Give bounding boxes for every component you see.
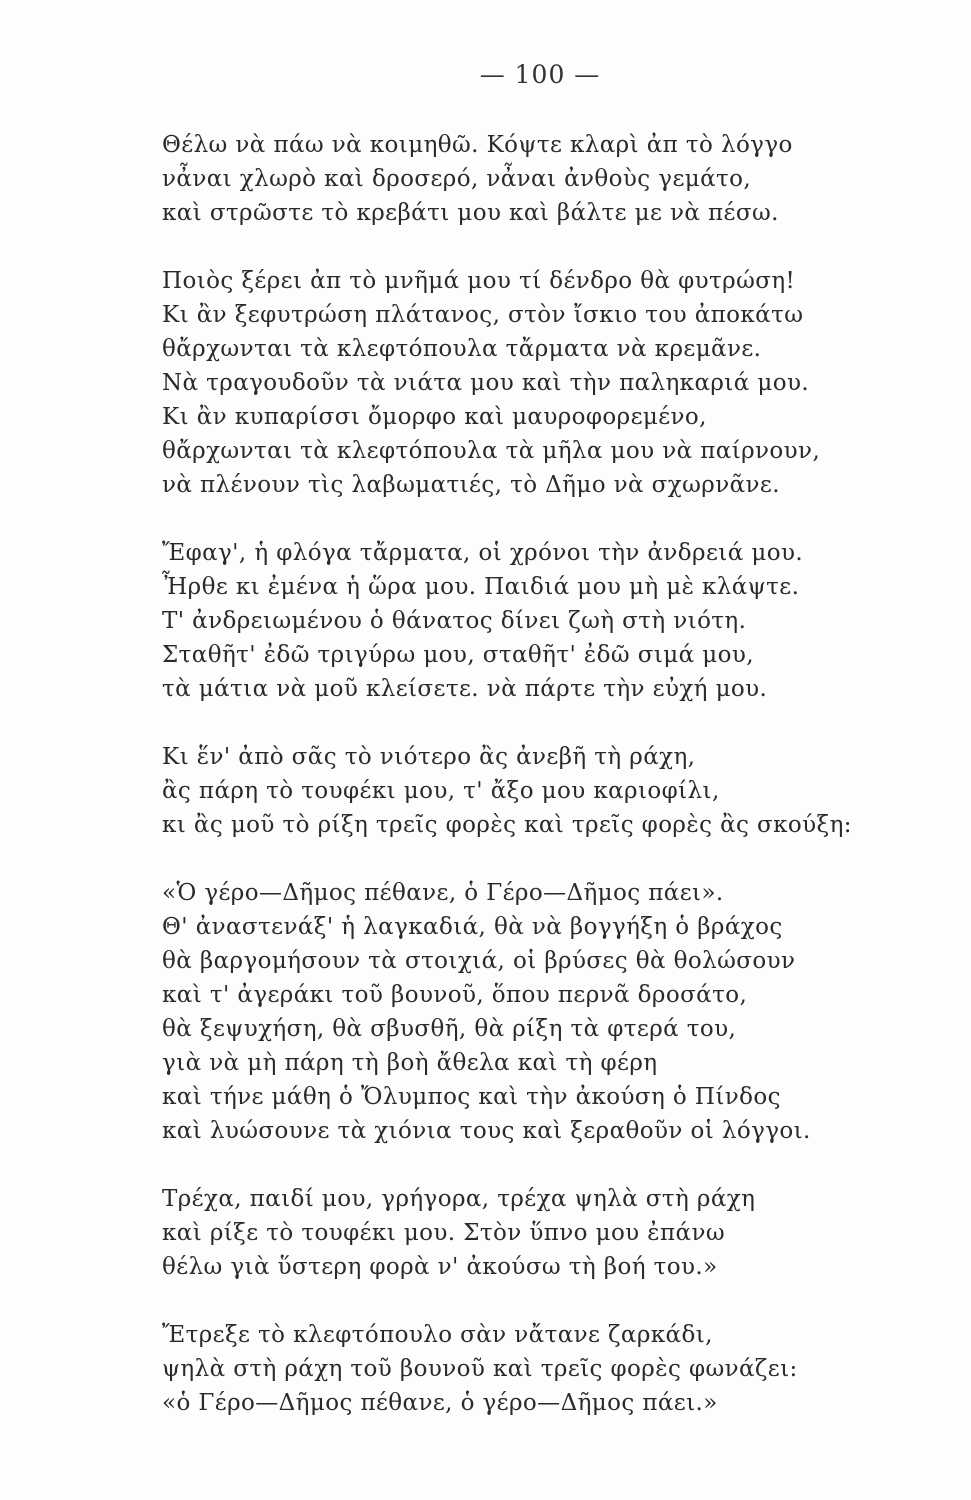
stanza [162, 128, 942, 230]
poem-line: καὶ τήνε μάθη ὁ Ὄλυμπος καὶ τὴν ἀκούση ὁ Πίνδος [162, 1084, 781, 1110]
poem-line: θὰ ξεψυχήση, θὰ σβυσθῆ, θὰ ρίξη τὰ φτερά του, [162, 1016, 737, 1042]
poem-line: ψηλὰ στὴ ράχη τοῦ βουνοῦ καὶ τρεῖς φορὲς φωνάζει: [162, 1356, 798, 1382]
poem-line: Ἦρθε κι ἐμένα ἡ ὥρα μου. Παιδιά μου μὴ μὲ κλάψτε. [162, 574, 800, 600]
poem-body [162, 128, 942, 1420]
poem-line: θὰ βαργομήσουν τὰ στοιχιά, οἱ βρύσες θὰ θολώσουν [162, 948, 796, 974]
poem-line: Κι ἂν κυπαρίσσι ὄμορφο καὶ μαυροφορεμένο, [162, 404, 707, 430]
poem-line: Ἔτρεξε τὸ κλεφτόπουλο σὰν νἄτανε ζαρκάδι, [162, 1322, 713, 1348]
stanza [162, 536, 942, 706]
poem-line: Σταθῆτ' ἐδῶ τριγύρω μου, σταθῆτ' ἐδῶ σιμά μου, [162, 642, 754, 668]
poem-line: καὶ ρίξε τὸ τουφέκι μου. Στὸν ὕπνο μου ἐπάνω [162, 1220, 726, 1246]
poem-line: τὰ μάτια νὰ μοῦ κλείσετε. νὰ πάρτε τὴν εὐχή μου. [162, 676, 768, 702]
poem-line: νἆναι χλωρὸ καὶ δροσερό, νἆναι ἀνθοὺς γεμάτο, [162, 166, 752, 192]
poem-line: Τρέχα, παιδί μου, γρήγορα, τρέχα ψηλὰ στὴ ράχη [162, 1186, 756, 1212]
poem-line: καὶ τ' ἀγεράκι τοῦ βουνοῦ, ὅπου περνᾶ δροσάτο, [162, 982, 748, 1008]
stanza [162, 1182, 942, 1284]
poem-line: Κι ἂν ξεφυτρώση πλάτανος, στὸν ἴσκιο του ἀποκάτω [162, 302, 804, 328]
poem-line: νὰ πλένουν τὶς λαβωματιές, τὸ Δῆμο νὰ σχωρνᾶνε. [162, 472, 780, 498]
poem-line: «ὁ Γέρο—Δῆμος πέθανε, ὁ γέρο—Δῆμος πάει.» [162, 1390, 718, 1416]
poem-line: Νὰ τραγουδοῦν τὰ νιάτα μου καὶ τὴν παληκαριά μου. [162, 370, 810, 396]
page-number: — 100 — [479, 60, 601, 89]
poem-line: Ἔφαγ', ἡ φλόγα τἄρματα, οἱ χρόνοι τὴν ἀνδρειά μου. [162, 540, 804, 566]
poem-line: καὶ λυώσουνε τὰ χιόνια τους καὶ ξεραθοῦν οἱ λόγγοι. [162, 1118, 811, 1144]
poem-line: γιὰ νὰ μὴ πάρη τὴ βοὴ ἄθελα καὶ τὴ φέρη [162, 1050, 658, 1076]
poem-line: «Ὁ γέρο—Δῆμος πέθανε, ὁ Γέρο—Δῆμος πάει». [162, 880, 724, 906]
poem-line: Θ' ἀναστενάξ' ἡ λαγκαδιά, θὰ νὰ βογγήξη ὁ βράχος [162, 914, 783, 940]
stanza [162, 876, 942, 1148]
poem-line: θἄρχωνται τὰ κλεφτόπουλα τὰ μῆλα μου νὰ παίρνουν, [162, 438, 821, 464]
poem-line: ἂς πάρη τὸ τουφέκι μου, τ' ἄξο μου καριοφίλι, [162, 778, 720, 804]
poem-line: θέλω γιὰ ὕστερη φορὰ ν' ἀκούσω τὴ βοή του.» [162, 1254, 718, 1280]
poem-line: Ποιὸς ξέρει ἀπ τὸ μνῆμά μου τί δένδρο θὰ φυτρώση! [162, 268, 796, 294]
stanza [162, 740, 942, 842]
stanza [162, 1318, 942, 1420]
poem-line: θἄρχωνται τὰ κλεφτόπουλα τἄρματα νὰ κρεμᾶνε. [162, 336, 762, 362]
poem-line: Τ' ἀνδρειωμένου ὁ θάνατος δίνει ζωὴ στὴ νιότη. [162, 608, 747, 634]
poem-line: Κι ἕν' ἀπὸ σᾶς τὸ νιότερο ἂς ἀνεβῆ τὴ ράχη, [162, 744, 696, 770]
stanza [162, 264, 942, 502]
poem-line: Θέλω νὰ πάω νὰ κοιμηθῶ. Κόψτε κλαρὶ ἀπ τὸ λόγγο [162, 132, 793, 158]
poem-line: καὶ στρῶστε τὸ κρεβάτι μου καὶ βάλτε με νὰ πέσω. [162, 200, 779, 226]
poem-line: κι ἂς μοῦ τὸ ρίξη τρεῖς φορὲς καὶ τρεῖς φορὲς ἂς σκούξη: [162, 812, 852, 838]
